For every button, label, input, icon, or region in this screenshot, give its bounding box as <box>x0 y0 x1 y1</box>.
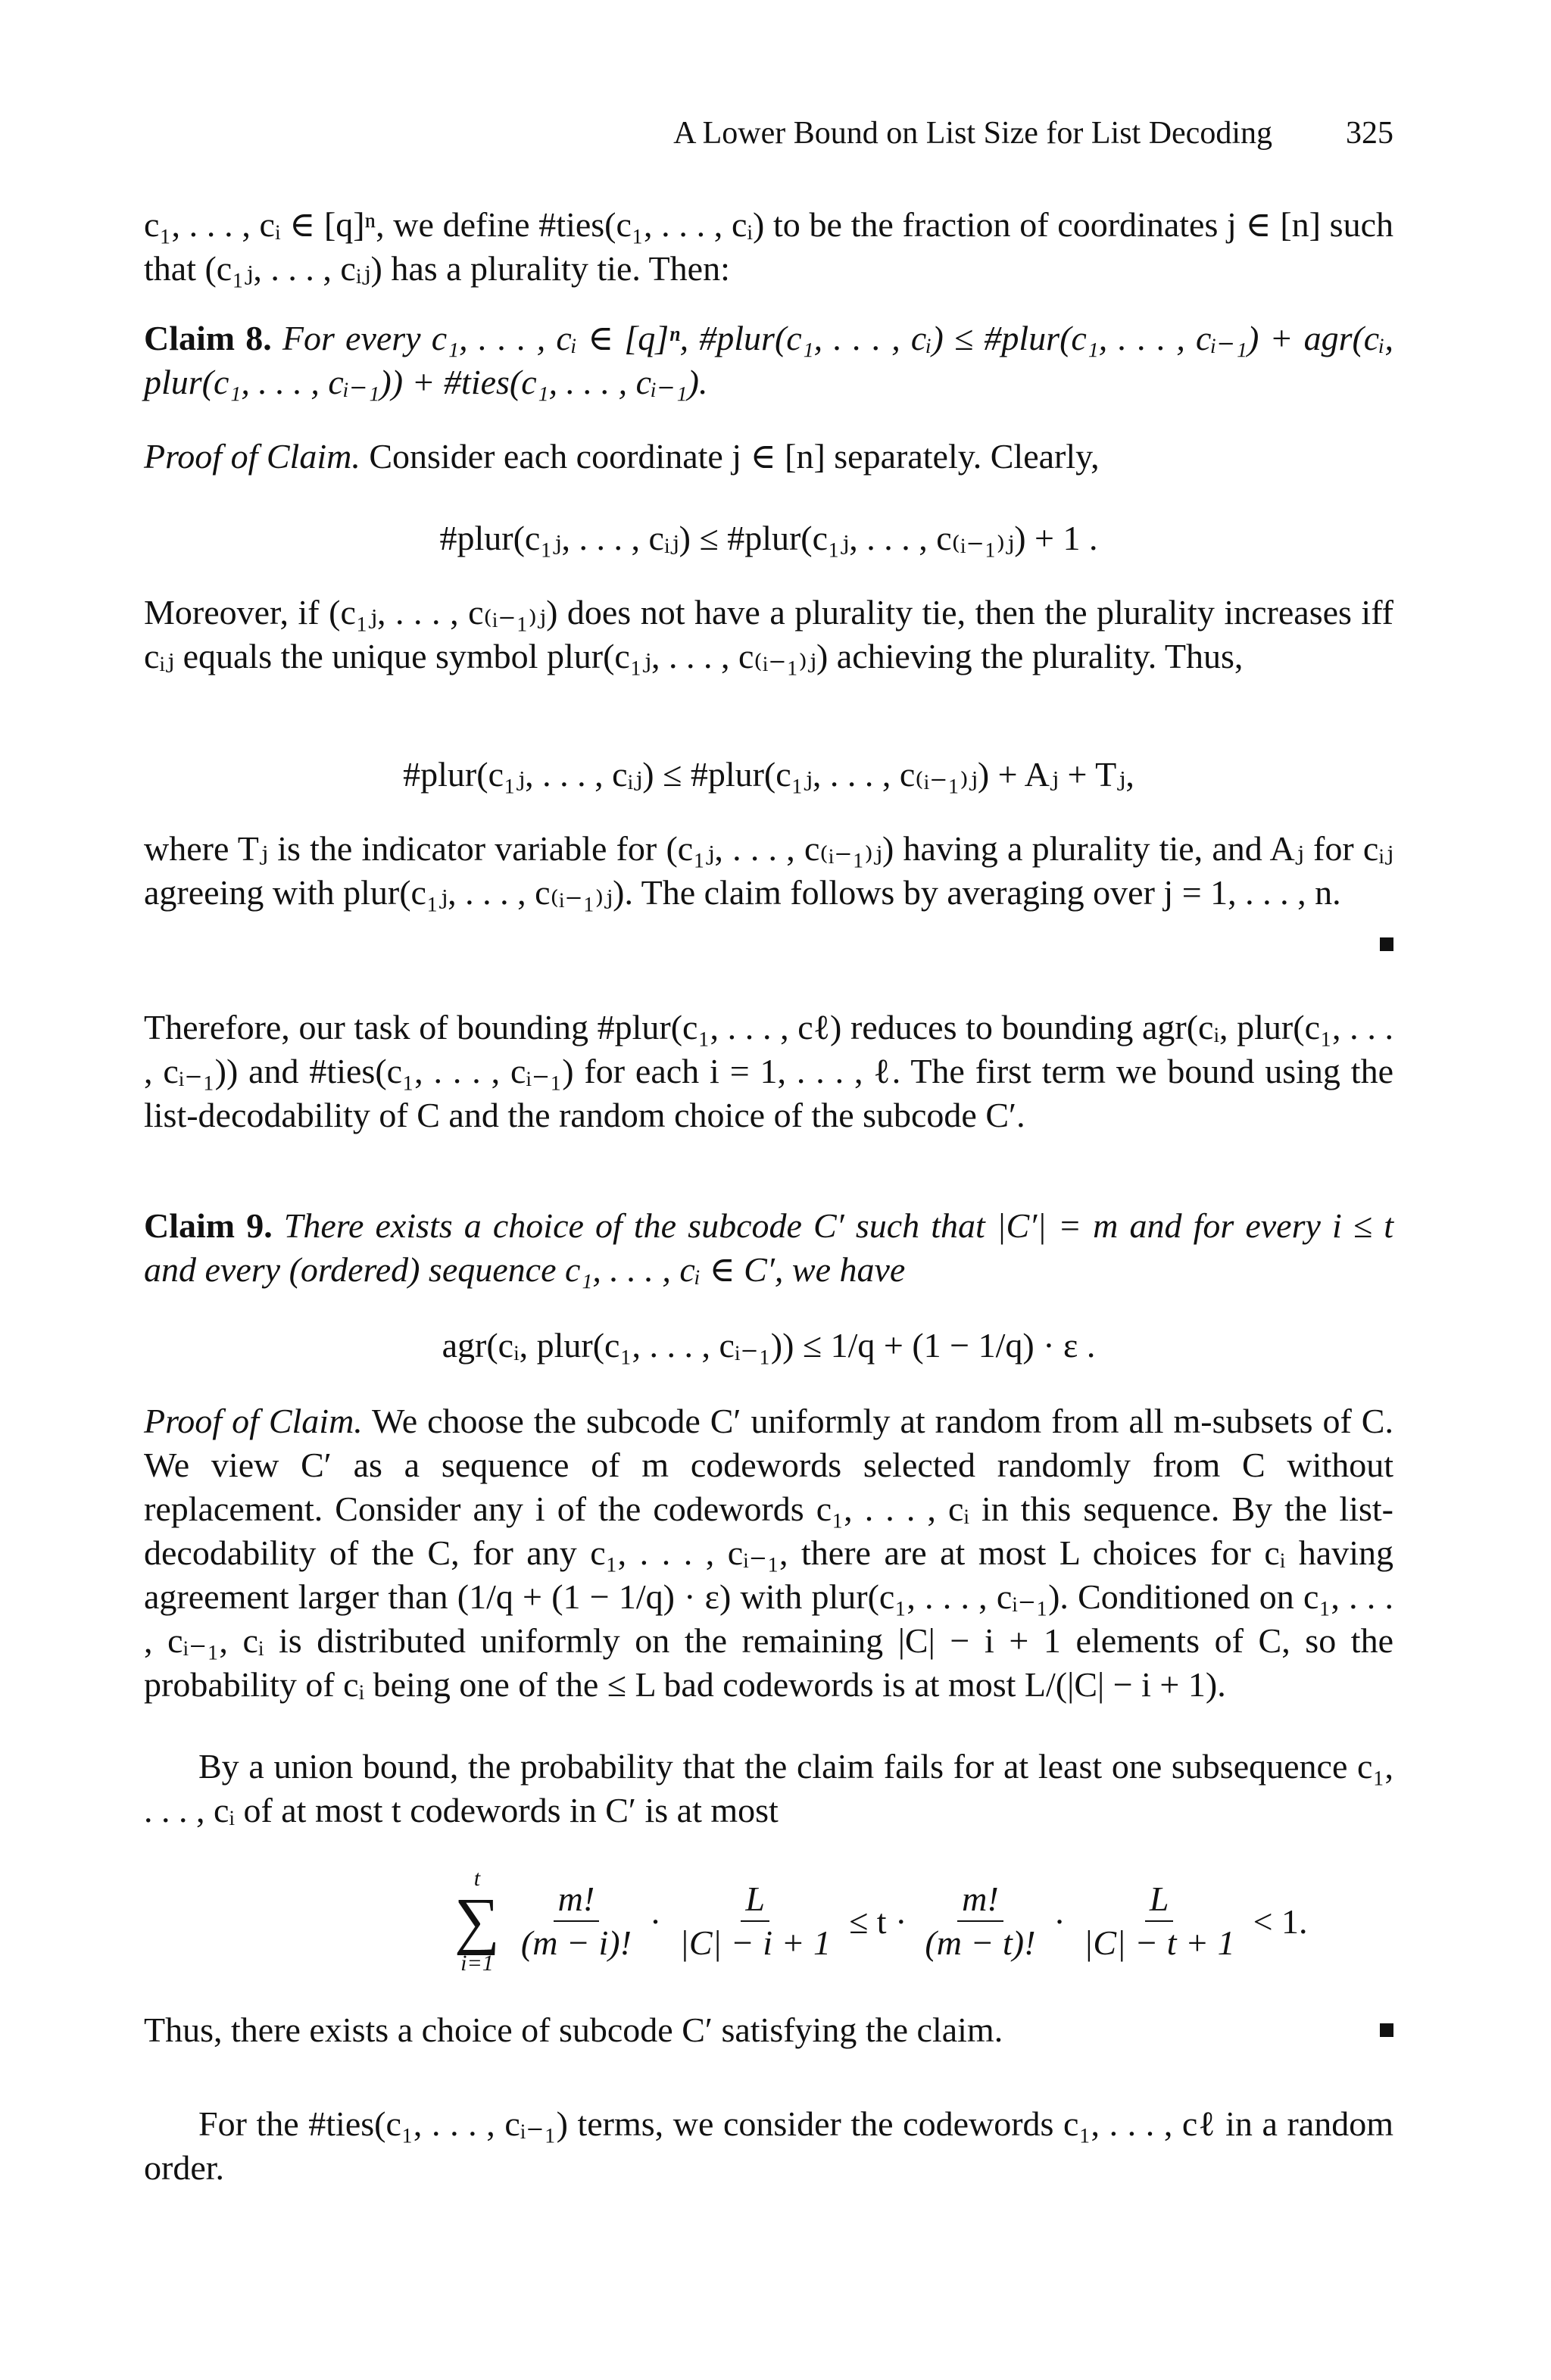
claim-9-label: Claim 9. <box>144 1206 273 1245</box>
fraction-3-denominator: (m − t)! <box>925 1923 1036 1962</box>
paragraph-where: where Tⱼ is the indicator variable for (c₁ⱼ, . . . , c₍ᵢ₋₁₎ⱼ) having a plurality tie, and Aⱼ for cᵢⱼ agreeing with plur(c₁ⱼ, . . . , c₍ᵢ₋₁₎ⱼ). The claim follows by averaging over j = 1, . . . , n. <box>144 829 1393 912</box>
fraction-4-numerator: L <box>1145 1878 1174 1922</box>
claim-8-label: Claim 8. <box>144 319 272 357</box>
fraction-2-denominator: |C| − i + 1 <box>679 1923 832 1962</box>
sum-equation-inner <box>454 1857 1315 1985</box>
fraction-3 <box>920 1878 1040 1964</box>
proof-9-label: Proof of Claim. <box>144 1402 363 1440</box>
paragraph-thus: Thus, there exists a choice of subcode C′ satisfying the claim. <box>144 2010 1003 2049</box>
proof-9-text: We choose the subcode C′ uniformly at random from all m-subsets of C. We view C′ as a sequence of m codewords selected randomly from C without replacement. Consider any i of the codewords c₁, . . . , cᵢ in this sequence. By the list-decodability of the C, for any c₁, . . . , cᵢ₋₁, there are at most L choices for cᵢ having agreement larger than (1/q + (1 − 1/q) · ε) with plur(c₁, . . . , cᵢ₋₁). Conditioned on c₁, . . . , cᵢ₋₁, cᵢ is distributed uniformly on the remaining |C| − i + 1 elements of C, so the probability of cᵢ being one of the ≤ L bad codewords is at most L/(|C| − i + 1). <box>144 1402 1393 1704</box>
claim-8 <box>144 317 1393 404</box>
page-header <box>144 115 1393 153</box>
relation-le-t: ≤ t · <box>849 1901 907 1941</box>
sum-equation <box>144 1857 1393 1985</box>
less-than-one: < 1. <box>1253 1901 1308 1941</box>
equation-3: agr(cᵢ, plur(c₁, . . . , cᵢ₋₁)) ≤ 1/q + (1 − 1/q) · ε . <box>442 1326 1096 1365</box>
proof-claim-8 <box>144 435 1393 479</box>
multiply-dot-2: · <box>1053 1901 1066 1941</box>
claim-9-text: There exists a choice of the subcode C′ such that |C′| = m and for every i ≤ t and every (ordered) sequence c₁, . . . , cᵢ ∈ C′, we have <box>144 1206 1393 1289</box>
fraction-2-numerator: L <box>741 1878 769 1922</box>
multiply-dot-1: · <box>649 1901 662 1941</box>
equation-2: #plur(c₁ⱼ, . . . , cᵢⱼ) ≤ #plur(c₁ⱼ, . . . , c₍ᵢ₋₁₎ⱼ) + Aⱼ + Tⱼ, <box>403 755 1134 794</box>
fraction-4-denominator: |C| − t + 1 <box>1083 1923 1235 1962</box>
equation-1: #plur(c₁ⱼ, . . . , cᵢⱼ) ≤ #plur(c₁ⱼ, . . . , c₍ᵢ₋₁₎ⱼ) + 1 . <box>439 519 1098 557</box>
sum-upper-limit: t <box>473 1866 481 1891</box>
fraction-4 <box>1079 1878 1240 1964</box>
paragraph-intro: c₁, . . . , cᵢ ∈ [q]ⁿ, we define #ties(c₁, . . . , cᵢ) to be the fraction of coordinates j ∈ [n] such that (c₁ⱼ, . . . , cᵢⱼ) has a plurality tie. Then: <box>144 205 1393 288</box>
qed-mark-1 <box>1380 937 1393 951</box>
running-title: A Lower Bound on List Size for List Decoding <box>673 116 1272 151</box>
fraction-1 <box>516 1878 636 1964</box>
sigma-symbol: ∑ <box>454 1886 500 1956</box>
paragraph-union-bound: By a union bound, the probability that the claim fails for at least one subsequence c₁, . . . , cᵢ of at most t codewords in C′ is at most <box>144 1747 1393 1829</box>
fraction-1-numerator: m! <box>554 1878 600 1922</box>
paragraph-therefore: Therefore, our task of bounding #plur(c₁, . . . , cℓ) reduces to bounding agr(cᵢ, plur(c₁, . . . , cᵢ₋₁)) and #ties(c₁, . . . , cᵢ₋₁) for each i = 1, . . . , ℓ. The first term we bound using the list-decodability of C and the random choice of the subcode C′. <box>144 1008 1393 1134</box>
fraction-2 <box>675 1878 835 1964</box>
proof-claim-9 <box>144 1399 1393 1707</box>
claim-9 <box>144 1204 1393 1292</box>
paragraph-ties: For the #ties(c₁, . . . , cᵢ₋₁) terms, we consider the codewords c₁, . . . , cℓ in a random order. <box>144 2104 1393 2187</box>
claim-8-text: For every c₁, . . . , cᵢ ∈ [q]ⁿ, #plur(c₁, . . . , cᵢ) ≤ #plur(c₁, . . . , cᵢ₋₁) + agr(cᵢ, plur(c₁, . . . , cᵢ₋₁)) + #ties(c₁, . . . , cᵢ₋₁). <box>144 319 1393 401</box>
proof-8-text: Consider each coordinate j ∈ [n] separately. Clearly, <box>369 437 1100 476</box>
summation-sign <box>454 1866 500 1976</box>
fraction-3-numerator: m! <box>957 1878 1003 1922</box>
page-number: 325 <box>1346 116 1393 151</box>
sum-lower-limit: i=1 <box>460 1951 494 1976</box>
qed-mark-2 <box>1380 2023 1393 2037</box>
paragraph-moreover: Moreover, if (c₁ⱼ, . . . , c₍ᵢ₋₁₎ⱼ) does not have a plurality tie, then the plurality increases iff cᵢⱼ equals the unique symbol plur(c₁ⱼ, . . . , c₍ᵢ₋₁₎ⱼ) achieving the plurality. Thus, <box>144 593 1393 675</box>
proof-8-label: Proof of Claim. <box>144 437 360 476</box>
fraction-1-denominator: (m − i)! <box>520 1923 632 1962</box>
